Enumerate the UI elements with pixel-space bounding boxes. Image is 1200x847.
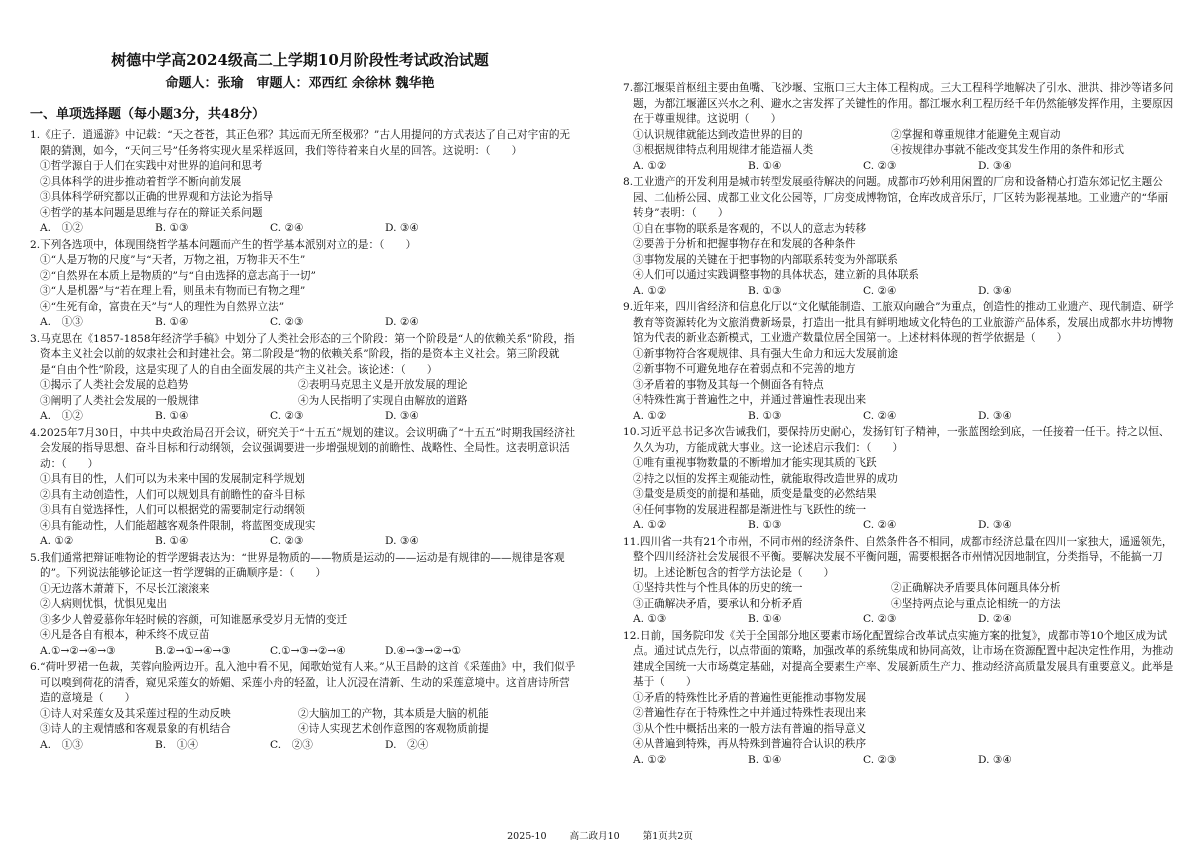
answer-choice: A. ①③ (40, 316, 83, 328)
answer-choice: D. ③④ (978, 284, 1012, 297)
option-row (623, 128, 1175, 144)
question-stem: 11.四川省一共有21个市州，不同市州的经济条件、自然条件各不相同，成都市经济总量在四川一家独大，遥遥领先，整个四川经济社会发展很不平衡。要解决发展不平衡问题，需要根据各市州情况因地制宜，分类指导，不能搞一刀切。上述论断包含的哲学方法论是（ ） (623, 535, 1173, 579)
answer-choice: C. ②③ (863, 159, 897, 172)
answer-choice: B. ①③ (748, 519, 782, 531)
question-option: ③根据规律特点利用规律才能造福人类 (633, 144, 814, 156)
answer-choice: B.②→①→④→③ (155, 644, 231, 657)
question-2 (30, 238, 580, 331)
section-heading: 一、单项选择题（每小题3分，共48分） (30, 107, 266, 122)
answer-choice: A. ①② (40, 222, 83, 234)
option-row (30, 394, 580, 410)
answer-choice: D. ③④ (978, 159, 1012, 172)
question-option: ①认识规律就能达到改造世界的目的 (633, 128, 803, 141)
answer-choices (623, 409, 1175, 425)
exam-title: 树德中学高2024级高二上学期10月阶段性考试政治试题 (111, 51, 489, 69)
answer-choice: A. ①② (633, 519, 667, 531)
answer-choice: C. ②④ (863, 284, 897, 297)
answer-choice: B. ①④ (155, 410, 189, 422)
answer-choice: A. ①② (40, 410, 83, 422)
question-7 (623, 81, 1175, 174)
answer-choice: C. ②③ (270, 316, 304, 328)
question-option: ②新事物不可避免地存在着弱点和不完善的地方 (633, 363, 856, 375)
question-1 (30, 128, 580, 237)
answer-choice: D. ③④ (385, 222, 419, 234)
answer-choice: C. ②③ (270, 410, 304, 422)
answer-choice: A. ①② (40, 535, 74, 547)
question-option: ①“人是万物的尺度”与“天者，万物之祖，万物非天不生” (40, 254, 306, 266)
question-6 (30, 660, 580, 753)
answer-choice: B. ①④ (748, 159, 782, 172)
answer-choice: B. ①④ (155, 316, 189, 328)
question-option: ④坚持两点论与重点论相统一的方法 (891, 597, 1061, 610)
question-8 (623, 175, 1175, 299)
answer-choices (30, 534, 580, 550)
option-row (623, 597, 1175, 613)
question-option: ③量变是质变的前提和基础，质变是量变的必然结果 (633, 488, 877, 500)
question-option: ④具有能动性，人们能超越客观条件限制，将蓝图变成现实 (40, 519, 316, 532)
question-option: ①具有目的性，人们可以为未来中国的发展制定科学规划 (40, 473, 305, 485)
answer-choice: C. ②③ (863, 753, 897, 766)
question-option: ①坚持共性与个性具体的历史的统一 (633, 582, 803, 594)
question-option: ②人病则忧惧，忧惧见鬼出 (40, 598, 168, 610)
answer-choice: C. ②④ (863, 519, 897, 531)
question-option: ③诗人的主观情感和客观景象的有机结合 (40, 723, 231, 735)
answer-choice: D. ③④ (978, 409, 1012, 422)
answer-choices (30, 644, 580, 660)
footer-subject: 高二政月10 (569, 831, 620, 842)
answer-choice: A. ①③ (633, 613, 667, 625)
question-option: ①无边落木萧萧下，不尽长江滚滚来 (40, 582, 210, 595)
answer-choice: C. ②③ (863, 613, 897, 625)
answer-choice: D. ③④ (385, 410, 419, 422)
question-option: ③具有自觉选择性，人们可以根据党的需要制定行动纲领 (40, 504, 305, 516)
question-option: ④任何事物的发展进程都是渐进性与飞跃性的统一 (633, 503, 867, 516)
question-11 (623, 535, 1175, 628)
right-column (623, 81, 1175, 769)
answer-choice: A. ①② (633, 409, 667, 422)
answer-choice: D. ③④ (978, 519, 1012, 531)
question-option: ①新事物符合客观规律、具有强大生命力和远大发展前途 (633, 347, 898, 360)
question-option: ③从个性中概括出来的一般方法有普遍的指导意义 (633, 722, 867, 735)
question-option: ③正确解决矛盾，要承认和分析矛盾 (633, 597, 803, 610)
answer-choice: B. ①④ (748, 753, 782, 766)
question-stem: 9.近年来，四川省经济和信息化厅以“文化赋能制造、工旅双向融合”为重点，创造性的推动工业遗产、现代制造、研学教育等资源转化为文旅消费新场景，打造出一批具有鲜明地域文化特色的工业旅游产品体系，发展出成都水井坊博物馆为代表的新业态新模式，工业遗产数量位居全国第一。上述材料体现的哲学依据是（ ） (623, 301, 1174, 344)
answer-choice: D. ②④ (978, 613, 1012, 625)
answer-choices (623, 753, 1175, 769)
answer-choices (623, 284, 1175, 300)
answer-choices (623, 612, 1175, 628)
question-option: ②具体科学的进步推动着哲学不断向前发展 (40, 175, 242, 188)
question-4 (30, 426, 580, 550)
question-option: ④人们可以通过实践调整事物的具体状态，建立新的具体联系 (633, 269, 920, 281)
question-option: ③阐明了人类社会发展的一般规律 (40, 394, 199, 407)
answer-choice: A. ①③ (40, 738, 83, 751)
footer-page-number: 第1页共2页 (642, 831, 693, 842)
question-option: ①诗人对采莲女及其采莲过程的生动反映 (40, 707, 231, 720)
question-option: ②正确解决矛盾要具体问题具体分析 (891, 582, 1061, 594)
question-option: ④从普遍到特殊，再从特殊到普遍符合认识的秩序 (633, 738, 867, 750)
option-row (30, 707, 580, 723)
answer-choice: B. ①③ (748, 284, 782, 297)
question-5 (30, 551, 580, 660)
answer-choice: D.④→③→②→① (385, 644, 462, 657)
question-option: ④按规律办事就不能改变其发生作用的条件和形式 (891, 144, 1125, 156)
answer-choice: B. ①③ (748, 409, 782, 422)
question-stem: 7.都江堰渠首枢纽主要由鱼嘴、飞沙堰、宝瓶口三大主体工程构成。三大工程科学地解决了引水、泄洪、排沙等诸多问题，为都江堰灌区兴水之利、避水之害发挥了关键性的作用。都江堰水利工程历经千年仍然能够发挥作用，主要原因在于尊重规律。这说明（ ） (623, 82, 1174, 125)
question-stem: 8.工业遗产的开发利用是城市转型发展亟待解决的问题。成都市巧妙利用闲置的厂房和设备精心打造东郊记忆主题公园、二仙桥公园、成都工业文化公园等，厂房变成博物馆，仓库改成音乐厅，厂区转为影视基地。工业遗产的“华丽转身”表明：（ ） (623, 176, 1169, 219)
option-row (30, 378, 580, 394)
answer-choice: D. ③④ (385, 535, 419, 547)
question-option: ②“自然界在本质上是物质的”与“自由选择的意志高于一切” (40, 269, 316, 282)
answer-choice: C. ②③ (270, 535, 304, 547)
option-row (623, 581, 1175, 597)
question-stem: 2.下列各选项中，体现围绕哲学基本问题而产生的哲学基本派别对立的是：（ ） (30, 238, 417, 251)
left-column (30, 106, 580, 754)
question-10 (623, 425, 1175, 534)
question-option: ②表明马克思主义是开放发展的理论 (298, 379, 468, 391)
footer-date: 2025-10 (507, 831, 547, 842)
answer-choice: C. ②④ (270, 222, 304, 234)
answer-choice: B. ①④ (155, 535, 189, 547)
answer-choices (623, 159, 1175, 175)
answer-choice: D. ②④ (385, 738, 429, 751)
answer-choices (623, 518, 1175, 534)
question-option: ④为人民指明了实现自由解放的道路 (298, 394, 468, 407)
question-option: ④特殊性寓于普遍性之中，并通过普遍性表现出来 (633, 394, 867, 406)
option-row (30, 722, 580, 738)
question-option: ③多少人曾爱慕你年轻时候的容颜，可知谁愿承受岁月无情的变迁 (40, 613, 348, 626)
answer-choice: A. ①② (633, 284, 667, 297)
answer-choice: B. ①④ (155, 738, 198, 751)
question-option: ①自在事物的联系是客观的，不以人的意志为转移 (633, 222, 867, 235)
exam-header (0, 50, 600, 94)
question-option: ①哲学源自于人们在实践中对世界的追问和思考 (40, 160, 263, 172)
question-option: ①矛盾的特殊性比矛盾的普遍性更能推动事物发展 (633, 691, 867, 704)
option-row (623, 143, 1175, 159)
answer-choice: C. ②④ (863, 409, 897, 422)
question-stem: 5.我们通常把辩证唯物论的哲学逻辑表达为：“世界是物质的——物质是运动的——运动是有规律的——规律是客观的”。下列说法能够论证这一哲学逻辑的正确顺序是：（ ） (30, 551, 565, 579)
answer-choice: C. ②③ (270, 738, 313, 751)
answer-choice: D. ③④ (978, 753, 1012, 766)
question-12 (623, 629, 1175, 769)
question-option: ③“人是机器”与“若在理上看，则虽未有物而已有物之理” (40, 285, 306, 297)
question-option: ③具体科学研究都以正确的世界观和方法论为指导 (40, 191, 274, 203)
question-option: ④“生死有命，富贵在天”与“人的理性为自然界立法” (40, 300, 285, 313)
question-stem: 10.习近平总书记多次告诫我们，要保持历史耐心，发扬钉钉子精神，一张蓝图绘到底，一任接着一任干。持之以恒、久久为功，方能成就大事业。这一论述启示我们：（ ） (623, 426, 1170, 454)
question-option: ①唯有重视事物数量的不断增加才能实现其质的飞跃 (633, 457, 877, 469)
question-option: ②持之以恒的发挥主观能动性，就能取得改造世界的成功 (633, 472, 898, 485)
question-stem: 3.马克思在《1857-1858年经济学手稿》中划分了人类社会形态的三个阶段：第一个阶段是“人的依赖关系”阶段，指资本主义社会以前的奴隶社会和封建社会。第二阶段是“物的依赖关系”阶段，指的是资本主义社会。第三阶段就是“自由个性”阶段，这是实现了人的自由全面发展的共产主义社会。该论述：（ ） (30, 332, 575, 376)
question-stem: 4.2025年7月30日，中共中央政治局召开会议，研究关于“十五五”规划的建议。会议明确了“十五五”时期我国经济社会发展的指导思想、奋斗目标和行动纲领，会议强调要进一步增强规划的前瞻性、战略性、全局性。这表明意识活动：（ ） (30, 426, 576, 470)
answer-choice: D. ②④ (385, 316, 419, 328)
answer-choices (30, 221, 580, 237)
question-option: ②大脑加工的产物，其本质是大脑的机能 (298, 707, 489, 720)
question-9 (623, 300, 1175, 424)
question-3 (30, 332, 580, 425)
answer-choice: A.①→②→④→③ (40, 644, 116, 657)
answer-choices (30, 738, 580, 754)
question-option: ③事物发展的关键在于把事物的内部联系转变为外部联系 (633, 253, 898, 266)
answer-choices (30, 409, 580, 425)
page-footer (0, 828, 1200, 842)
question-stem: 12.日前，国务院印发《关于全国部分地区要素市场化配置综合改革试点实施方案的批复》，成都市等10个地区成为试点。通过试点先行，以点带面的策略，加强改革的系统集成和协同高效，让市场在资源配置中起决定性作用，为推动建成全国统一大市场奠定基础，对提高全要素生产率、发展新质生产力、推动经济高质量发展具有重要意义。此举是基于（ ） (623, 629, 1174, 688)
question-option: ②要善于分析和把握事物存在和发展的各种条件 (633, 238, 856, 250)
answer-choice: A. ①② (633, 159, 667, 172)
question-stem: 1.《庄子．逍遥游》中记载：“天之苍苍，其正色邪？其远而无所至极邪？”古人用提问的方式表达了自己对宇宙的无限的猜测，如今，“天问三号”任务将实现火星采样返回，我们等待着来自火星的回答。这说明：（ ） (30, 129, 571, 157)
question-option: ③矛盾着的事物及其每一个侧面各有特点 (633, 378, 824, 391)
exam-authors: 命题人：张瑜 审题人：邓西红 余徐林 魏华艳 (165, 76, 435, 91)
answer-choice: B. ①③ (155, 222, 189, 234)
question-option: ②普遍性存在于特殊性之中并通过特殊性表现出来 (633, 707, 867, 719)
answer-choice: B. ①④ (748, 613, 782, 625)
answer-choices (30, 315, 580, 331)
question-option: ①揭示了人类社会发展的总趋势 (40, 379, 189, 391)
question-stem: 6.“荷叶罗裙一色裁，芙蓉向脸两边开。乱入池中看不见，闻歌始觉有人来。”从王昌龄的这首《采莲曲》中，我们似乎可以嗅到荷花的清香，窥见采莲女的娇媚、采莲小舟的轻盈，让人沉浸在清新、生动的采莲意境中。这首唐诗所营造的意境是（ ） (30, 661, 576, 704)
question-option: ②掌握和尊重规律才能避免主观盲动 (891, 128, 1061, 141)
question-option: ④凡是各自有根本，种禾终不成豆苗 (40, 629, 210, 641)
question-option: ②具有主动创造性，人们可以规划具有前瞻性的奋斗目标 (40, 488, 305, 501)
answer-choice: A. ①② (633, 753, 667, 766)
answer-choice: C.①→③→②→④ (270, 644, 346, 657)
question-option: ④诗人实现艺术创作意图的客观物质前提 (298, 723, 489, 735)
question-option: ④哲学的基本问题是思维与存在的辩证关系问题 (40, 206, 263, 219)
